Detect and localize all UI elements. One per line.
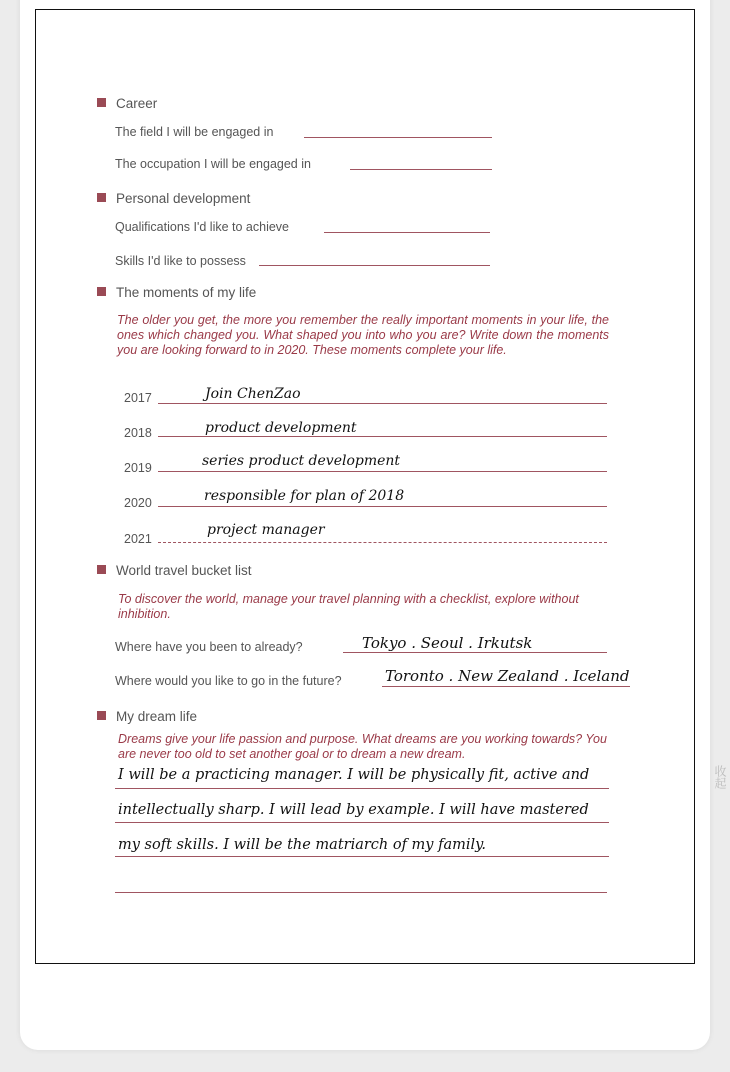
dream-line[interactable] [115, 788, 609, 789]
heading: Career [116, 96, 158, 111]
moment-line[interactable] [158, 436, 607, 437]
skills-label: Skills I'd like to possess [115, 254, 246, 268]
dream-line[interactable] [115, 822, 609, 823]
section-moments [97, 285, 256, 300]
heading: The moments of my life [116, 285, 257, 300]
moment-entry: series product development [202, 453, 401, 469]
moment-entry: Join ChenZao [205, 386, 301, 402]
moment-entry: responsible for plan of 2018 [204, 488, 405, 504]
dream-line[interactable] [115, 856, 609, 857]
year-label: 2019 [124, 461, 152, 475]
been-answer: Tokyo . Seoul . Irkutsk [362, 634, 533, 652]
dream-line[interactable] [115, 892, 607, 893]
been-label: Where have you been to already? [115, 640, 303, 654]
qualifications-input-line[interactable] [324, 232, 490, 233]
moment-entry: product development [205, 420, 357, 436]
heading: World travel bucket list [116, 563, 252, 578]
field-label: The field I will be engaged in [115, 125, 274, 139]
dream-entry: my soft skills. I will be the matriarch of my family. [118, 837, 487, 853]
year-label: 2018 [124, 426, 152, 440]
moments-intro: The older you get, the more you remember the really important moments in your life, the ones which changed you. What shaped you into who you are? Write down the moments you are looking forward to in 2020. These moments complete your life. [117, 313, 609, 357]
occupation-label: The occupation I will be engaged in [115, 157, 311, 171]
dream-entry: I will be a practicing manager. I will be physically fit, active and [118, 767, 590, 783]
year-label: 2017 [124, 391, 152, 405]
section-dream [97, 709, 197, 724]
section-career [97, 96, 157, 111]
moment-line[interactable] [158, 542, 607, 543]
bullet-icon [97, 98, 106, 107]
section-travel [97, 563, 252, 578]
dream-intro: Dreams give your life passion and purpose. What dreams are you working towards? You are never too old to set another goal or to dream a new dream. [118, 732, 607, 761]
year-label: 2021 [124, 532, 152, 546]
skills-input-line[interactable] [259, 265, 490, 266]
future-answer: Toronto . New Zealand . Iceland [385, 667, 630, 685]
document-page [35, 9, 695, 964]
field-input-line[interactable] [304, 137, 492, 138]
heading: My dream life [116, 709, 198, 724]
side-collapse-text[interactable]: 收起 [713, 765, 727, 789]
section-personal [97, 191, 250, 206]
qualifications-label: Qualifications I'd like to achieve [115, 220, 290, 234]
future-input-line[interactable] [382, 686, 630, 687]
moment-line[interactable] [158, 506, 607, 507]
dream-entry: intellectually sharp. I will lead by example. I will have mastered [118, 802, 589, 818]
bullet-icon [97, 711, 106, 720]
moment-line[interactable] [158, 403, 607, 404]
year-label: 2020 [124, 496, 152, 510]
moment-line[interactable] [158, 471, 607, 472]
heading: Personal development [116, 191, 251, 206]
been-input-line[interactable] [343, 652, 607, 653]
bullet-icon [97, 565, 106, 574]
bullet-icon [97, 193, 106, 202]
future-label: Where would you like to go in the future? [115, 674, 342, 688]
occupation-input-line[interactable] [350, 169, 492, 170]
moment-entry: project manager [207, 522, 325, 538]
travel-intro: To discover the world, manage your travel planning with a checklist, explore without inhibition. [118, 592, 579, 621]
bullet-icon [97, 287, 106, 296]
